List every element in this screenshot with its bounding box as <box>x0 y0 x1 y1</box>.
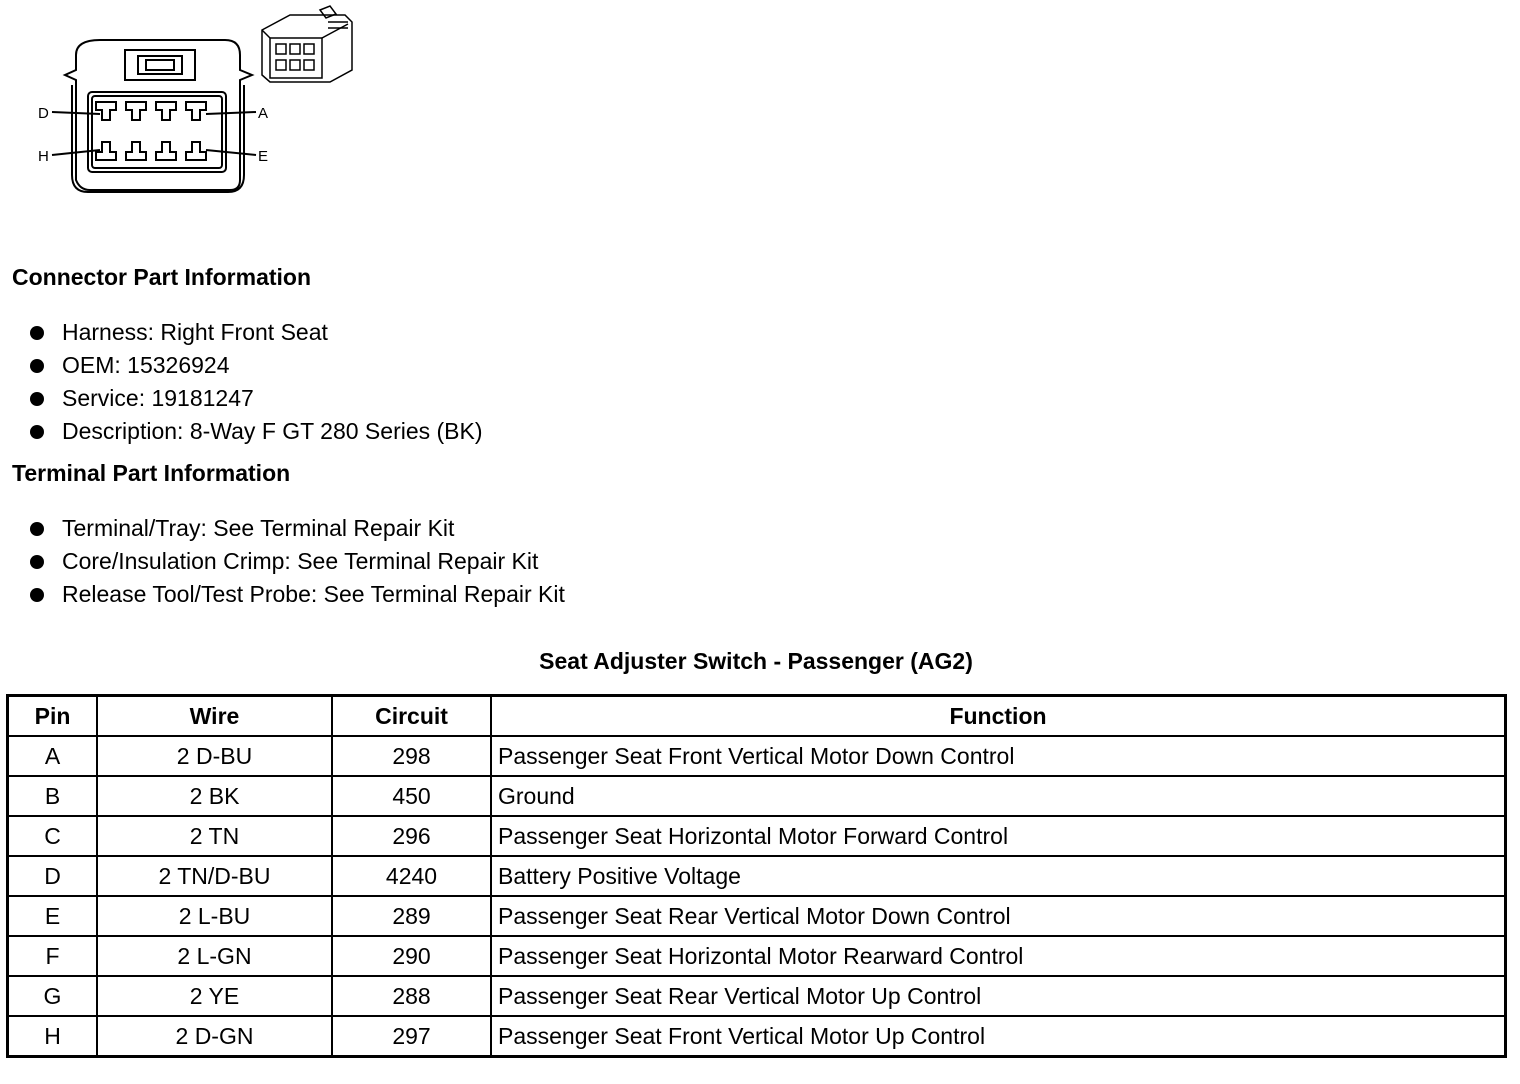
header-function: Function <box>491 696 1506 737</box>
cell-circuit: 297 <box>332 1016 491 1057</box>
cell-pin: C <box>8 816 98 856</box>
pin-label-e: E <box>258 148 269 165</box>
pinout-table <box>6 694 1507 1058</box>
table-row <box>8 1016 1506 1057</box>
cell-wire: 2 L-BU <box>97 896 332 936</box>
list-item: Terminal/Tray: See Terminal Repair Kit <box>30 512 565 545</box>
cell-wire: 2 L-GN <box>97 936 332 976</box>
bullet-icon <box>30 588 44 602</box>
bullet-icon <box>30 425 44 439</box>
cell-function: Passenger Seat Rear Vertical Motor Down Control <box>491 896 1506 936</box>
cell-function: Passenger Seat Front Vertical Motor Up Control <box>491 1016 1506 1057</box>
terminal-info-heading: Terminal Part Information <box>12 460 291 486</box>
header-circuit: Circuit <box>332 696 491 737</box>
list-item: Service: 19181247 <box>30 382 483 415</box>
table-row <box>8 856 1506 896</box>
cell-wire: 2 BK <box>97 776 332 816</box>
cell-circuit: 4240 <box>332 856 491 896</box>
table-row <box>8 776 1506 816</box>
cell-pin: G <box>8 976 98 1016</box>
cell-wire: 2 TN/D-BU <box>97 856 332 896</box>
table-title: Seat Adjuster Switch - Passenger (AG2) <box>539 648 973 674</box>
cell-wire: 2 TN <box>97 816 332 856</box>
cell-pin: F <box>8 936 98 976</box>
cell-circuit: 450 <box>332 776 491 816</box>
bullet-icon <box>30 326 44 340</box>
cell-pin: H <box>8 1016 98 1057</box>
table-row <box>8 896 1506 936</box>
cell-circuit: 296 <box>332 816 491 856</box>
list-item: Core/Insulation Crimp: See Terminal Repair Kit <box>30 545 565 578</box>
table-row <box>8 976 1506 1016</box>
terminal-info-list <box>30 512 565 611</box>
cell-wire: 2 D-GN <box>97 1016 332 1057</box>
cell-function: Passenger Seat Front Vertical Motor Down Control <box>491 736 1506 776</box>
list-item: Release Tool/Test Probe: See Terminal Repair Kit <box>30 578 565 611</box>
cell-circuit: 289 <box>332 896 491 936</box>
cell-pin: D <box>8 856 98 896</box>
list-item: OEM: 15326924 <box>30 349 483 382</box>
connector-info-list <box>30 316 483 448</box>
list-item: Harness: Right Front Seat <box>30 316 483 349</box>
pin-label-a: A <box>258 105 269 122</box>
table-row <box>8 816 1506 856</box>
cell-function: Passenger Seat Rear Vertical Motor Up Control <box>491 976 1506 1016</box>
bullet-icon <box>30 555 44 569</box>
list-item: Description: 8-Way F GT 280 Series (BK) <box>30 415 483 448</box>
table-row <box>8 736 1506 776</box>
cell-circuit: 288 <box>332 976 491 1016</box>
bullet-icon <box>30 392 44 406</box>
cell-circuit: 298 <box>332 736 491 776</box>
connector-diagram <box>30 0 370 200</box>
cell-pin: E <box>8 896 98 936</box>
cell-function: Battery Positive Voltage <box>491 856 1506 896</box>
cell-function: Ground <box>491 776 1506 816</box>
cell-pin: B <box>8 776 98 816</box>
cell-wire: 2 YE <box>97 976 332 1016</box>
bullet-icon <box>30 359 44 373</box>
table-row <box>8 936 1506 976</box>
cell-wire: 2 D-BU <box>97 736 332 776</box>
header-pin: Pin <box>8 696 98 737</box>
connector-info-heading: Connector Part Information <box>12 264 312 290</box>
cell-function: Passenger Seat Horizontal Motor Rearward Control <box>491 936 1506 976</box>
cell-circuit: 290 <box>332 936 491 976</box>
pin-label-d: D <box>38 105 49 122</box>
cell-pin: A <box>8 736 98 776</box>
bullet-icon <box>30 522 44 536</box>
header-wire: Wire <box>97 696 332 737</box>
pin-label-h: H <box>38 148 49 165</box>
cell-function: Passenger Seat Horizontal Motor Forward Control <box>491 816 1506 856</box>
table-header-row <box>8 696 1506 737</box>
